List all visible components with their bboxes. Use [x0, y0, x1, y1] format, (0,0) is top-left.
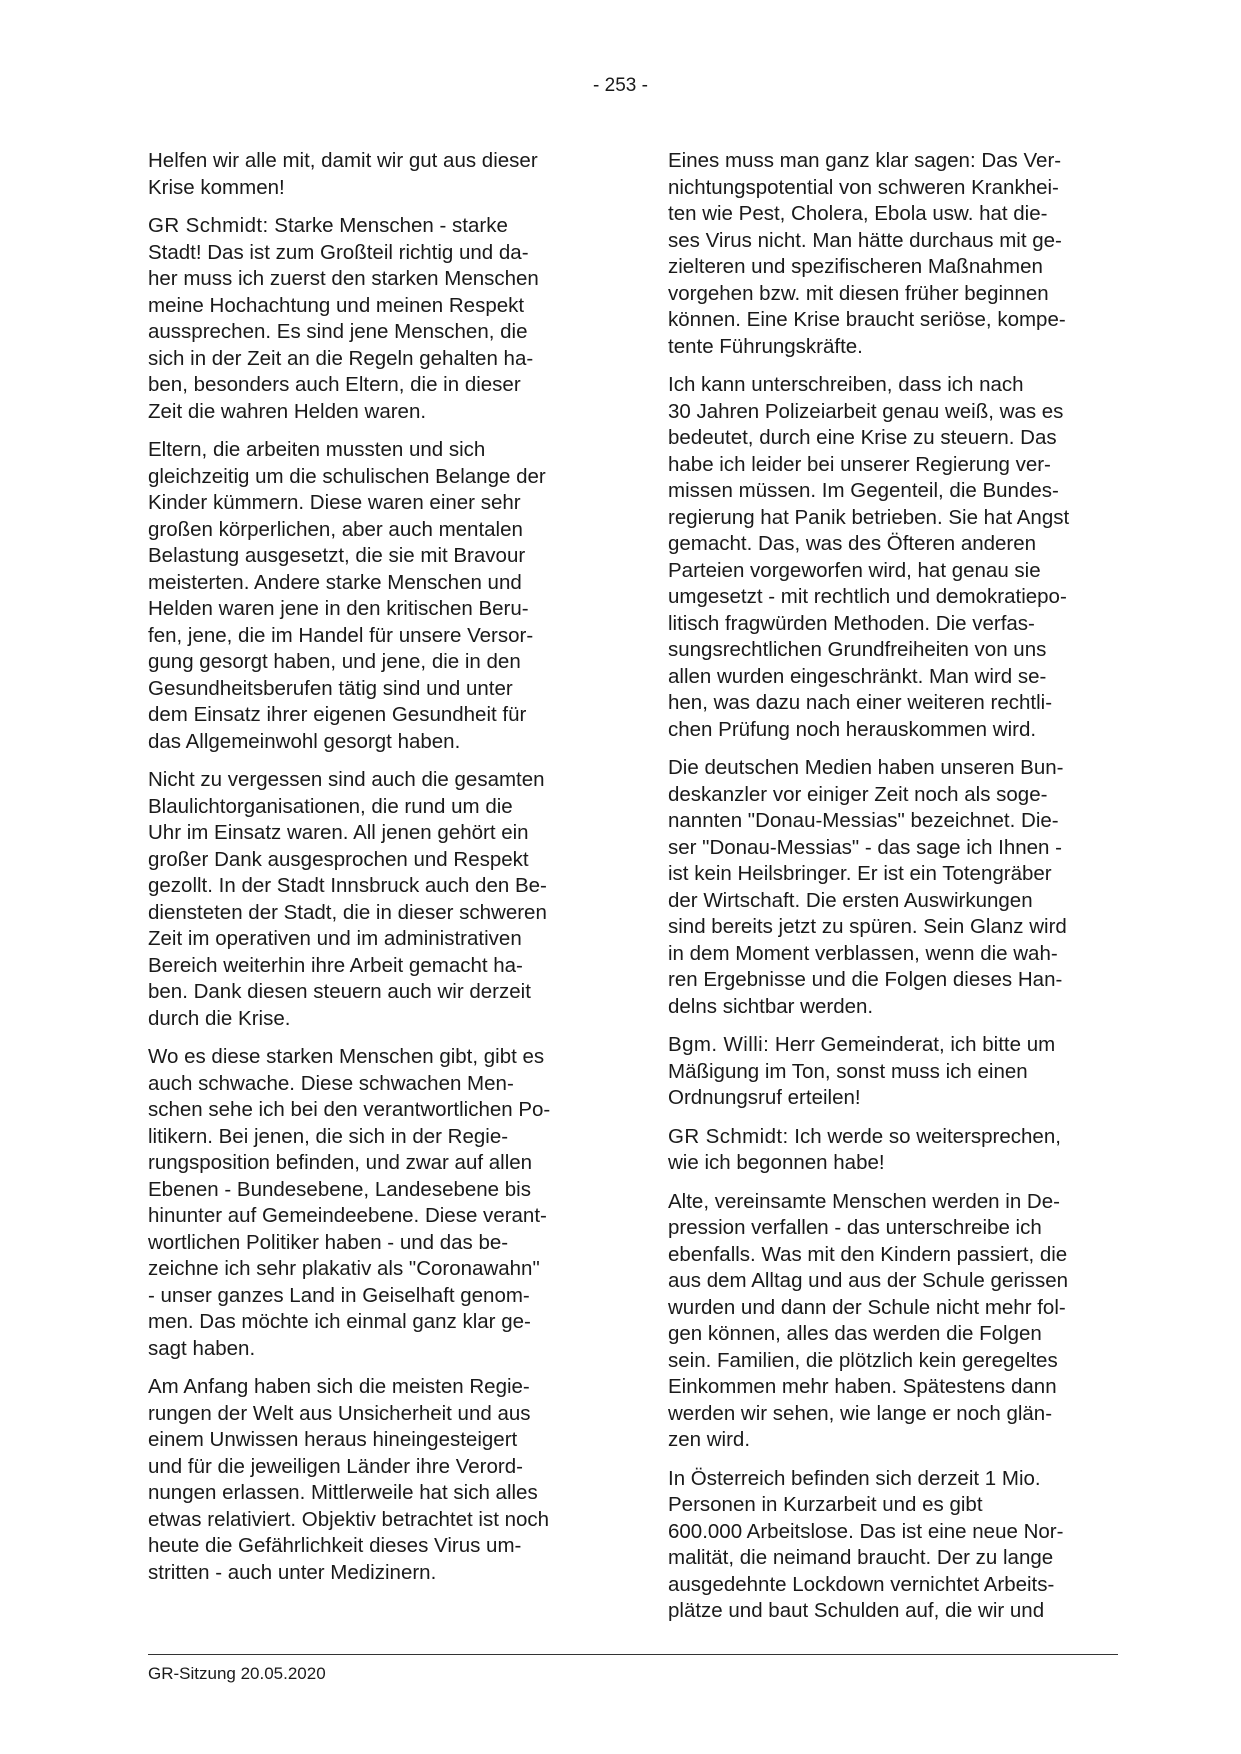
paragraph: [148, 1374, 596, 1586]
paragraph: [668, 1124, 1116, 1177]
paragraph-text: Helfen wir alle mit, damit wir gut aus dieser Krise kommen!: [148, 149, 538, 199]
paragraph: [148, 767, 596, 1032]
paragraph-text: In Österreich befinden sich derzeit 1 Mio. Personen in Kurzarbeit und es gibt 600.000 Arbeitslose. Das ist eine neue Nor- malität, die neimand braucht. Der zu lange ausgedehnte Lockdown vernichtet Arbeits- plätze und baut Schulden auf, die wir und: [668, 1466, 1064, 1622]
left-column: [148, 148, 596, 1598]
paragraph: [668, 1189, 1116, 1454]
paragraph: [148, 148, 596, 201]
paragraph-text: Eines muss man ganz klar sagen: Das Ver- nichtungspotential von schweren Krankhei- ten wie Pest, Cholera, Ebola usw. hat die- ses Virus nicht. Man hätte durchaus mit ge- zielteren und spezifischeren Maßnahmen vorgehen bzw. mit diesen früher beginnen können. Eine Krise braucht seriöse, kompe- tente Führungskräfte.: [668, 149, 1066, 358]
paragraph-text: Am Anfang haben sich die meisten Regie- rungen der Welt aus Unsicherheit und aus einem Unwissen heraus hineingesteigert und für die jeweiligen Länder ihre Verord- nungen erlassen. Mittlerweile hat sich alles etwas relativiert. Objektiv betrachtet ist noch heute die Gefährlichkeit dieses Virus um- stritten - auch unter Medizinern.: [148, 1375, 550, 1584]
paragraph-text: Die deutschen Medien haben unseren Bun- deskanzler vor einiger Zeit noch als soge- nannten "Donau-Messias" bezeichnet. Die- ser "Donau-Messias" - das sage ich Ihnen - ist kein Heilsbringer. Er ist ein Totengräber der Wirtschaft. Die ersten Auswirkungen sind bereits jetzt zu spüren. Sein Glanz wird in dem Moment verblassen, wenn die wah- ren Ergebnisse und die Folgen dieses Han- delns sichtbar werden.: [668, 756, 1067, 1018]
footer-divider: [148, 1654, 1118, 1655]
speaker-label: Bgm. Willi:: [668, 1033, 770, 1056]
paragraph: [668, 372, 1116, 743]
paragraph-text: Starke Menschen - starke Stadt! Das ist zum Großteil richtig und da- her muss ich zuerst den starken Menschen meine Hochachtung und meinen Respekt aussprechen. Es sind jene Menschen, die sich in der Zeit an die Regeln gehalten ha- ben, besonders auch Eltern, die in dieser Zeit die wahren Helden waren.: [148, 214, 539, 423]
paragraph-text: Herr Gemeinderat, ich bitte um Mäßigung im Ton, sonst muss ich einen Ordnungsruf erteilen!: [668, 1033, 1056, 1109]
paragraph: [668, 1032, 1116, 1112]
paragraph: [148, 437, 596, 755]
paragraph-text: Ich werde so weitersprechen, wie ich begonnen habe!: [668, 1124, 1061, 1174]
paragraph: [148, 1044, 596, 1362]
speaker-label: GR Schmidt:: [668, 1124, 789, 1148]
paragraph-text: Ich kann unterschreiben, dass ich nach 30 Jahren Polizeiarbeit genau weiß, was es bedeutet, durch eine Krise zu steuern. Das habe ich leider bei unserer Regierung ver- missen müssen. Im Gegenteil, die Bundes- regierung hat Panik betrieben. Sie hat Angst gemacht. Das, was des Öfteren anderen Parteien vorgeworfen wird, hat genau sie umgesetzt - mit rechtlich und demokratiepo- litisch fragwürden Methoden. Die verfas- sungsrechtlichen Grundfreiheiten von uns allen wurden eingeschränkt. Man wird se- hen, was dazu nach einer weiteren rechtli- chen Prüfung noch herauskommen wird.: [668, 373, 1070, 741]
page-number: - 253 -: [593, 75, 648, 96]
paragraph: [668, 755, 1116, 1020]
paragraph: [668, 1466, 1116, 1625]
paragraph-text: Eltern, die arbeiten mussten und sich gleichzeitig um die schulischen Belange der Kinder kümmern. Diese waren einer sehr großen körperlichen, aber auch mentalen Belastung ausgesetzt, die sie mit Bravour meisterten. Andere starke Menschen und Helden waren jene in den kritischen Beru- fen, jene, die im Handel für unsere Versor- gung gesorgt haben, und jene, die in den Gesundheitsberufen tätig sind und unter dem Einsatz ihrer eigenen Gesundheit für das Allgemeinwohl gesorgt haben.: [148, 438, 546, 753]
paragraph-text: Alte, vereinsamte Menschen werden in De- pression verfallen - das unterschreibe ich ebenfalls. Was mit den Kindern passiert, die aus dem Alltag und aus der Schule gerissen wurden und dann der Schule nicht mehr fol- gen können, alles das werden die Folgen sein. Familien, die plötzlich kein geregeltes Einkommen mehr haben. Spätestens dann werden wir sehen, wie lange er noch glän- zen wird.: [668, 1189, 1069, 1451]
speaker-label: GR Schmidt:: [148, 214, 269, 237]
footer-session-date: GR-Sitzung 20.05.2020: [148, 1664, 326, 1683]
paragraph-text: Wo es diese starken Menschen gibt, gibt es auch schwache. Diese schwachen Men- schen sehe ich bei den verantwortlichen Po- litikern. Bei jenen, die sich in der Regie- rungsposition befinden, und zwar auf allen Ebenen - Bundesebene, Landesebene bis hinunter auf Gemeindeebene. Diese verant- wortlichen Politiker haben - und das be- zeichne ich sehr plakativ als "Coronawahn" - unser ganzes Land in Geiselhaft genom- men. Das möchte ich einmal ganz klar ge- sagt haben.: [148, 1045, 551, 1360]
paragraph-text: Nicht zu vergessen sind auch die gesamten Blaulichtorganisationen, die rund um die Uhr im Einsatz waren. All jenen gehört ein großer Dank ausgesprochen und Respekt gezollt. In der Stadt Innsbruck auch den Be- diensteten der Stadt, die in dieser schweren Zeit im operativen und im administrativen Bereich weiterhin ihre Arbeit gemacht ha- ben. Dank diesen steuern auch wir derzeit durch die Krise.: [148, 768, 547, 1030]
right-column: [668, 148, 1116, 1637]
paragraph: [148, 213, 596, 425]
paragraph: [668, 148, 1116, 360]
